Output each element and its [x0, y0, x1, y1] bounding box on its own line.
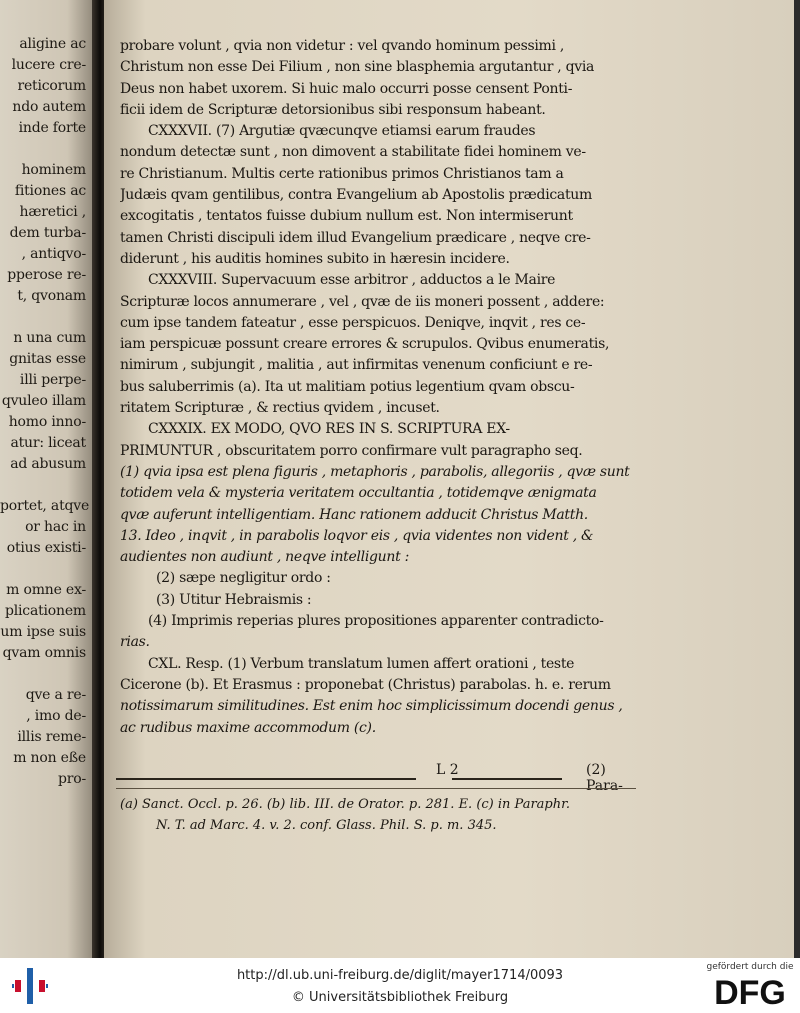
left-fragment-line: n una cum — [13, 330, 86, 346]
text-line: qvæ auferunt intelligentiam. Hanc rationem adducit Christus Matth. — [120, 506, 588, 523]
left-fragment-line: hominem — [21, 162, 86, 178]
text-line: PRIMUNTUR , obscuritatem porro confirmare vult paragrapho seq. — [120, 442, 583, 459]
text-line: CXL. Resp. (1) Verbum translatum lumen affert orationi , teste — [148, 655, 575, 672]
dfg-logo-icon — [706, 974, 794, 1008]
left-fragment-line: pperose re- — [7, 267, 86, 283]
signature-mark: L 2 — [436, 762, 459, 778]
footnotes — [120, 794, 640, 836]
text-line: CXXXIX. EX MODO, QVO RES IN S. SCRIPTURA EX- — [148, 421, 510, 438]
footnote-rule — [116, 788, 636, 789]
text-line: ac rudibus maxime accommodum (c). — [120, 719, 376, 736]
text-line: nimirum , subjungit , malitia , aut infirmitas venenum conficiunt e re- — [120, 357, 593, 374]
text-line: (2) sæpe negligitur ordo : — [156, 570, 331, 587]
viewer-footer — [0, 958, 800, 1013]
left-fragment-line: atur: liceat — [10, 435, 86, 451]
left-fragment-line — [0, 307, 92, 328]
left-fragment-line: dem turba- — [9, 225, 86, 241]
left-fragment-line: , imo de- — [26, 708, 86, 724]
left-fragment-line: fitiones ac — [14, 183, 86, 199]
left-fragment-line — [0, 475, 92, 496]
text-line: CXXXVII. (7) Argutiæ qvæcunqve etiamsi earum fraudes — [148, 123, 536, 140]
text-line: probare volunt , qvia non videtur : vel qvando hominum pessimi , — [120, 38, 564, 54]
left-fragment-line: otius existi- — [6, 540, 86, 556]
text-line: totidem vela & mysteria veritatem occultantia , totidemqve ænigmata — [120, 485, 597, 502]
left-fragment-line: gnitas esse — [9, 351, 86, 367]
footnote-line: (a) Sanct. Occl. p. 26. (b) lib. III. de Orator. p. 281. E. (c) in Paraphr. — [120, 797, 571, 812]
left-fragment-line: t, qvonam — [17, 288, 86, 304]
left-fragment-line: illi perpe- — [19, 372, 86, 388]
text-line: diderunt , his auditis homines subito in hæresin incidere. — [120, 250, 510, 267]
left-fragment-line: ndo autem — [12, 99, 86, 115]
left-fragment-line: plicationem — [4, 603, 86, 619]
left-fragment-line — [0, 559, 92, 580]
text-line: CXXXVIII. Supervacuum esse arbitror , adductos a le Maire — [148, 272, 556, 289]
left-page-fragments — [0, 34, 92, 790]
text-line: tamen Christi discipuli idem illud Evangelium prædicare , neqve cre- — [120, 229, 591, 246]
left-fragment-line: m omne ex- — [6, 582, 86, 598]
text-line: audientes non audiunt , neqve intelligunt : — [120, 549, 410, 566]
dfg-caption: gefördert durch die — [706, 962, 794, 972]
signature-row — [116, 762, 636, 794]
text-line: bus saluberrimis (a). Ita ut malitiam potius legentium qvam obscu- — [120, 378, 575, 395]
left-fragment-line: or hac in — [25, 519, 86, 535]
text-line: 13. Ideo , inqvit , in parabolis loqvor eis , qvia videntes non vident , & — [120, 527, 594, 544]
footnote-line: N. T. ad Marc. 4. v. 2. conf. Glass. Phil. S. p. m. 345. — [156, 818, 497, 833]
left-fragment-line: qvam omnis — [2, 645, 86, 661]
left-fragment-line: illis reme- — [17, 729, 86, 745]
text-line: nondum detectæ sunt , non dimovent a stabilitate fidei hominem ve- — [120, 144, 586, 161]
text-line: ficii idem de Scripturæ detorsionibus sibi responsum habeant. — [120, 101, 546, 118]
left-fragment-line: homo inno- — [8, 414, 86, 430]
text-line: re Christianum. Multis certe rationibus primos Christianos tam a — [120, 165, 564, 182]
text-line: (4) Imprimis reperias plures propositiones apparenter contradicto- — [148, 613, 604, 630]
left-fragment-line: qve a re- — [25, 687, 86, 703]
left-fragment-line: m non eße — [13, 750, 86, 766]
text-line: ritatem Scripturæ , & rectius qvidem , incuset. — [120, 400, 440, 417]
left-fragment-line: pro- — [57, 771, 86, 787]
signature-rule — [452, 778, 562, 780]
left-fragment-line: lucere cre- — [11, 57, 86, 73]
text-line: notissimarum similitudines. Est enim hoc simplicissimum docendi genus , — [120, 698, 623, 715]
copyright-notice: © Universitätsbibliothek Freiburg — [291, 990, 509, 1005]
dfg-logo-text: DFG — [714, 974, 786, 1008]
text-line: Judæis qvam gentilibus, contra Evangelium ab Apostolis prædicatum — [120, 187, 592, 204]
text-line: (3) Utitur Hebraismis : — [156, 591, 312, 608]
left-fragment-line: um ipse suis — [0, 624, 86, 640]
text-line: Cicerone (b). Et Erasmus : proponebat (Christus) parabolas. h. e. rerum — [120, 676, 611, 693]
left-fragment-line: aligine ac — [19, 36, 86, 52]
left-fragment-line — [0, 139, 92, 160]
text-line: Christum non esse Dei Filium , non sine blasphemia argutantur , qvia — [120, 59, 595, 76]
text-line: cum ipse tandem fateatur , esse perspicuos. Deniqve, inqvit , res ce- — [120, 314, 586, 331]
left-fragment-line: reticorum — [17, 78, 86, 94]
text-line: (1) qvia ipsa est plena figuris , metaphoris , parabolis, allegoriis , qvæ sunt — [120, 463, 630, 480]
dfg-credit — [704, 962, 796, 1010]
left-fragment-line — [0, 664, 92, 685]
left-fragment-line: portet, atqve — [0, 498, 90, 514]
signature-rule — [116, 778, 416, 780]
left-fragment-line: , antiqvo- — [21, 246, 86, 262]
source-url-link[interactable]: http://dl.ub.uni-freiburg.de/diglit/mayer1714/0093 — [236, 968, 564, 983]
text-line: rias. — [120, 634, 150, 651]
text-line: excogitatis , tentatos fuisse dubium nullum est. Non intermiserunt — [120, 208, 573, 225]
left-page-edge — [0, 0, 96, 958]
text-line: Scripturæ locos annumerare , vel , qvæ de iis moneri possent , addere: — [120, 293, 605, 310]
catchword: (2) Para- — [586, 762, 623, 794]
left-fragment-line: ad abusum — [10, 456, 86, 472]
left-fragment-line: inde forte — [18, 120, 86, 136]
left-fragment-line: hæretici , — [19, 204, 86, 220]
text-line: iam perspicuæ possunt creare errores & scrupulos. Qvibus enumeratis, — [120, 336, 610, 353]
text-line: Deus non habet uxorem. Si huic malo occurri posse censent Ponti- — [120, 80, 573, 97]
left-fragment-line: qvuleo illam — [1, 393, 86, 409]
body-text — [120, 36, 640, 739]
